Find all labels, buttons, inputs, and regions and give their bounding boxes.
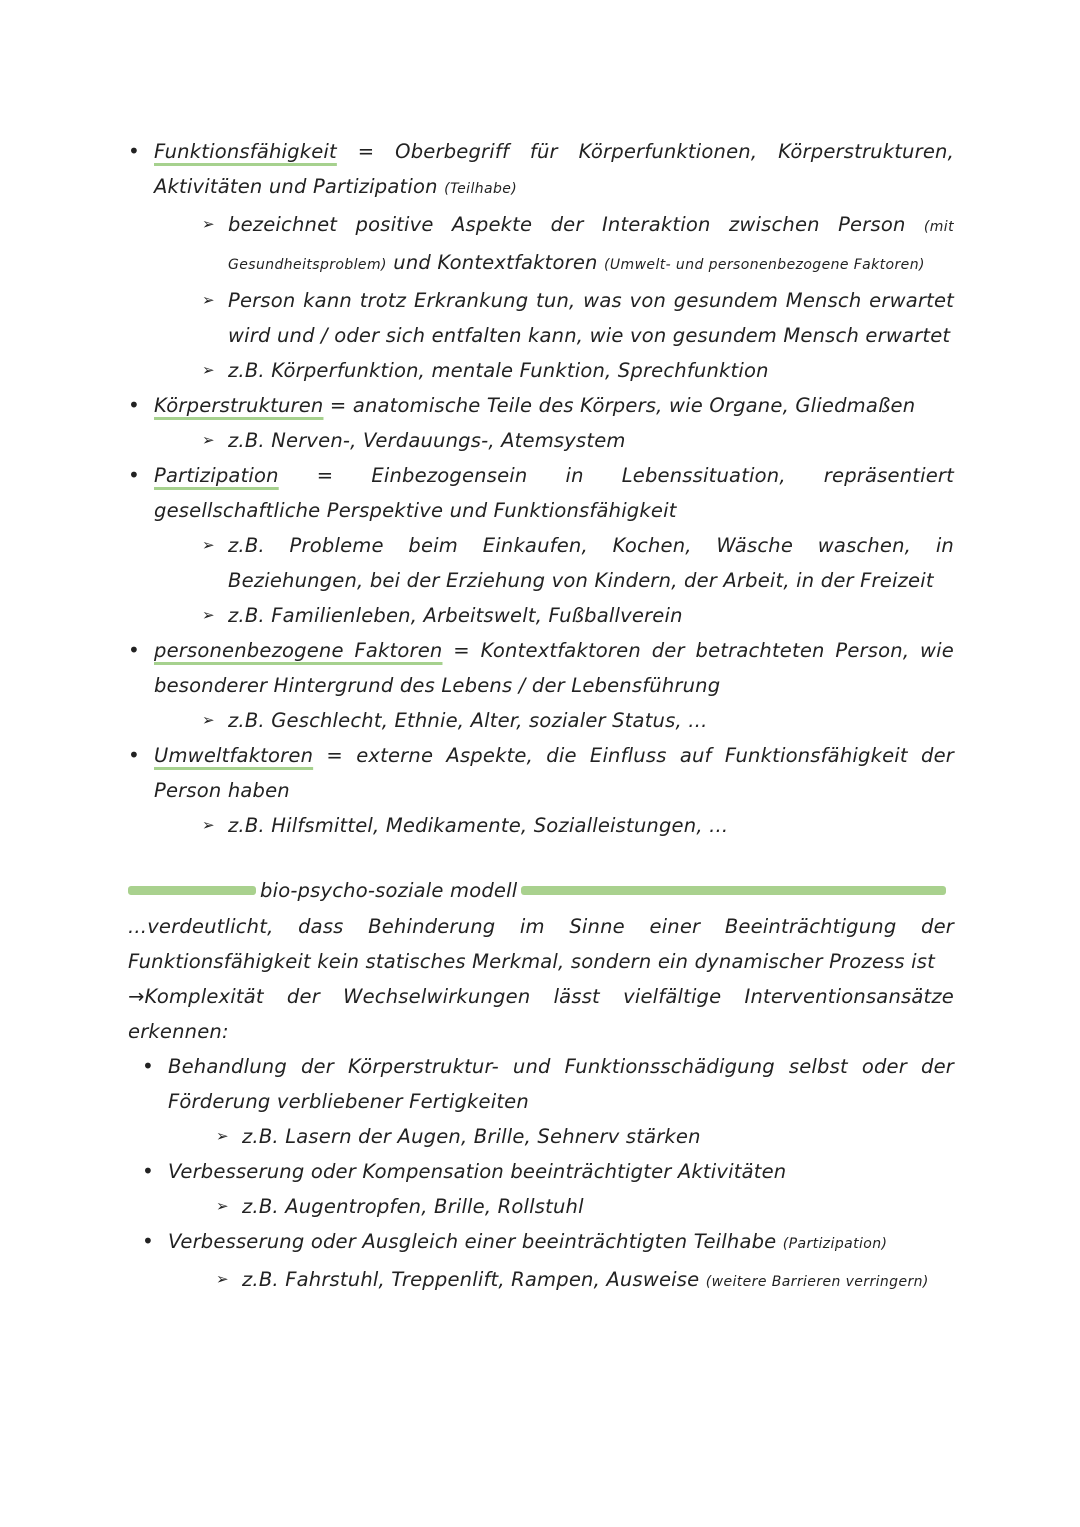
spacer (128, 843, 954, 865)
sub-text: bezeichnet positive Aspekte der Interaktion zwischen Person (228, 213, 924, 236)
sub-item: ➢ z.B. Hilfsmittel, Medikamente, Sozialleistungen, ... (178, 808, 954, 843)
sub-item: ➢ z.B. Augentropfen, Brille, Rollstuhl (192, 1189, 954, 1224)
sub-item: ➢ z.B. Geschlecht, Ethnie, Alter, sozialer Status, ... (178, 703, 954, 738)
intervention-sub-list (142, 1262, 954, 1300)
term-umweltfaktoren: Umweltfaktoren (154, 744, 314, 767)
definition-umweltfaktoren: = externe Aspekte, die Einfluss auf Funktionsfähigkeit der Person haben (154, 744, 954, 802)
sub-list-umweltfaktoren (128, 808, 954, 843)
heading-highlight-right (521, 886, 946, 895)
sub-item (192, 1262, 954, 1300)
point-text: Verbesserung oder Ausgleich einer beeinträchtigten Teilhabe (168, 1230, 783, 1253)
point-note: (Partizipation) (782, 1236, 888, 1252)
bullet-koerperstrukturen (128, 388, 954, 423)
section-heading (128, 871, 954, 909)
term-funktionsfaehigkeit: Funktionsfähigkeit (154, 140, 337, 163)
sub-item: ➢ z.B. Nerven-, Verdauungs-, Atemsystem (178, 423, 954, 458)
intervention-point: • Behandlung der Körperstruktur- und Funktionsschädigung selbst oder der Förderung verbliebener Fertigkeiten (142, 1049, 954, 1119)
term-koerperstrukturen: Körperstrukturen (154, 394, 324, 417)
model-conclusion: →Komplexität der Wechselwirkungen lässt vielfältige Interventionsansätze erkennen: (128, 985, 954, 1043)
definition-personenbezogene-faktoren: = Kontextfaktoren der betrachteten Person, wie besonderer Hintergrund des Lebens / der Lebensführung (154, 639, 954, 697)
definition-partizipation: = Einbezogensein in Lebenssituation, repräsentiert gesellschaftliche Perspektive und Funktionsfähigkeit (154, 464, 954, 522)
sub-item: ➢ Person kann trotz Erkrankung tun, was von gesundem Mensch erwartet wird und / oder sich entfalten kann, wie von gesundem Mensch erwartet (178, 283, 954, 353)
bullet-personenbezogene-faktoren (128, 633, 954, 703)
sub-list-personenbezogene-faktoren (128, 703, 954, 738)
sub-item (178, 207, 954, 283)
intervention-list (128, 1049, 954, 1300)
intervention-point (142, 1224, 954, 1262)
sub-list-koerperstrukturen (128, 423, 954, 458)
sub-item: ➢ z.B. Familienleben, Arbeitswelt, Fußballverein (178, 598, 954, 633)
term-partizipation: Partizipation (154, 464, 279, 487)
sub-item: ➢ z.B. Körperfunktion, mentale Funktion, Sprechfunktion (178, 353, 954, 388)
notes-content (128, 134, 954, 1300)
sub-list-funktionsfaehigkeit (128, 207, 954, 388)
bullet-funktionsfaehigkeit (128, 134, 954, 207)
sub-text: z.B. Fahrstuhl, Treppenlift, Rampen, Ausweise (242, 1268, 706, 1291)
intervention-sub-list (142, 1189, 954, 1224)
sub-list-partizipation (128, 528, 954, 633)
bullet-umweltfaktoren (128, 738, 954, 808)
intervention-sub-list (142, 1119, 954, 1154)
definition-koerperstrukturen: = anatomische Teile des Körpers, wie Organe, Gliedmaßen (323, 394, 916, 417)
heading-title: bio-psycho-soziale modell (260, 878, 518, 902)
sub-note: (Umwelt- und personenbezogene Faktoren) (604, 257, 925, 273)
note-teilhabe: (Teilhabe) (444, 181, 518, 197)
sub-text: und Kontextfaktoren (386, 251, 605, 274)
definition-funktionsfaehigkeit: = Oberbegriff für Körperfunktionen, Körperstrukturen, Aktivitäten und Partizipation (154, 140, 954, 198)
sub-note: (mit Gesundheitsproblem) (228, 219, 954, 273)
sub-item: ➢ z.B. Probleme beim Einkaufen, Kochen, Wäsche waschen, in Beziehungen, bei der Erziehung von Kindern, der Arbeit, in der Freizeit (178, 528, 954, 598)
bullet-partizipation (128, 458, 954, 528)
heading-highlight-left (128, 886, 256, 895)
term-personenbezogene-faktoren: personenbezogene Faktoren (154, 639, 443, 662)
intervention-point: • Verbesserung oder Kompensation beeinträchtigter Aktivitäten (142, 1154, 954, 1189)
sub-item: ➢ z.B. Lasern der Augen, Brille, Sehnerv stärken (192, 1119, 954, 1154)
sub-note: (weitere Barrieren verringern) (705, 1274, 929, 1290)
model-intro: ...verdeutlicht, dass Behinderung im Sinne einer Beeinträchtigung der Funktionsfähigkeit kein statisches Merkmal, sondern ein dynamischer Prozess ist (128, 915, 954, 973)
